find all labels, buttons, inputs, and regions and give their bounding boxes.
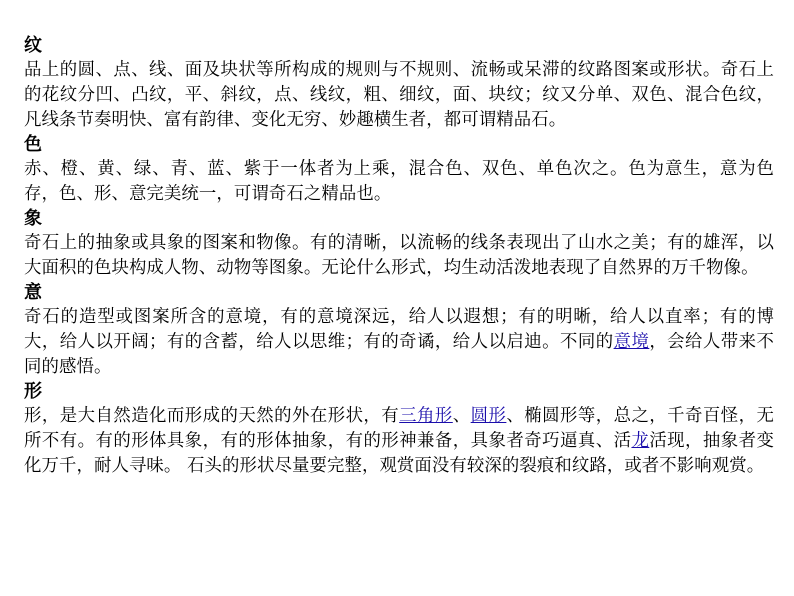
link-yijing[interactable]: 意境 — [613, 332, 650, 352]
text-run: 活现，抽象者变化万千，耐人寻味。 石头的形状尽量要完整，观赏面没有较深的裂痕和纹路，或者不影响观赏。 — [24, 431, 774, 476]
section-text-wen — [24, 58, 774, 133]
text-run: 奇石上的抽象或具象的图案和物像。有的清晰，以流畅的线条表现出了山水之美；有的雄浑，以大面积的色块构成人物、动物等图象。无论什么形式，均生动活泼地表现了自然界的万千物像。 — [24, 233, 774, 278]
text-run: 形，是大自然造化而形成的天然的外在形状，有 — [24, 406, 400, 426]
text-run: ，会给人带来不同的感悟。 — [24, 332, 774, 377]
section-text-xing — [24, 404, 774, 479]
section-text-yi — [24, 305, 774, 380]
section-heading-xiang: 象 — [24, 208, 42, 229]
text-run: 、 — [452, 406, 471, 426]
section-heading-yi: 意 — [24, 282, 42, 303]
section-heading-se: 色 — [24, 134, 42, 155]
text-run: 品上的圆、点、线、面及块状等所构成的规则与不规则、流畅或呆滞的纹路图案或形状。奇石上的花纹分凹、凸纹，平、斜纹，点、线纹，粗、细纹，面、块纹；纹又分单、双色、混合色纹，凡线条节奏明快、富有韵律、变化无穷、妙趣横生者，都可谓精品石。 — [24, 60, 774, 130]
link-triangle[interactable]: 三角形 — [399, 406, 453, 426]
section-text-xiang — [24, 231, 774, 281]
link-circle[interactable]: 圆形 — [470, 406, 507, 426]
text-run: 奇石的造型或图案所含的意境，有的意境深远，给人以遐想；有的明晰，给人以直率；有的博大，给人以开阔；有的含蓄，给人以思维；有的奇谲，给人以启迪。不同的 — [24, 307, 774, 352]
link-long[interactable]: 龙 — [631, 431, 650, 451]
section-heading-xing: 形 — [24, 381, 42, 402]
section-text-se — [24, 157, 774, 207]
text-run: 、椭圆形等，总之，千奇百怪，无所不有。有的形体具象，有的形体抽象，有的形神兼备，具象者奇巧逼真、活 — [24, 406, 774, 451]
text-run: 赤、橙、黄、绿、青、蓝、紫于一体者为上乘，混合色、双色、单色次之。色为意生，意为色存，色、形、意完美统一，可谓奇石之精品也。 — [24, 159, 774, 204]
section-heading-wen: 纹 — [24, 35, 42, 56]
document-body — [24, 34, 774, 479]
